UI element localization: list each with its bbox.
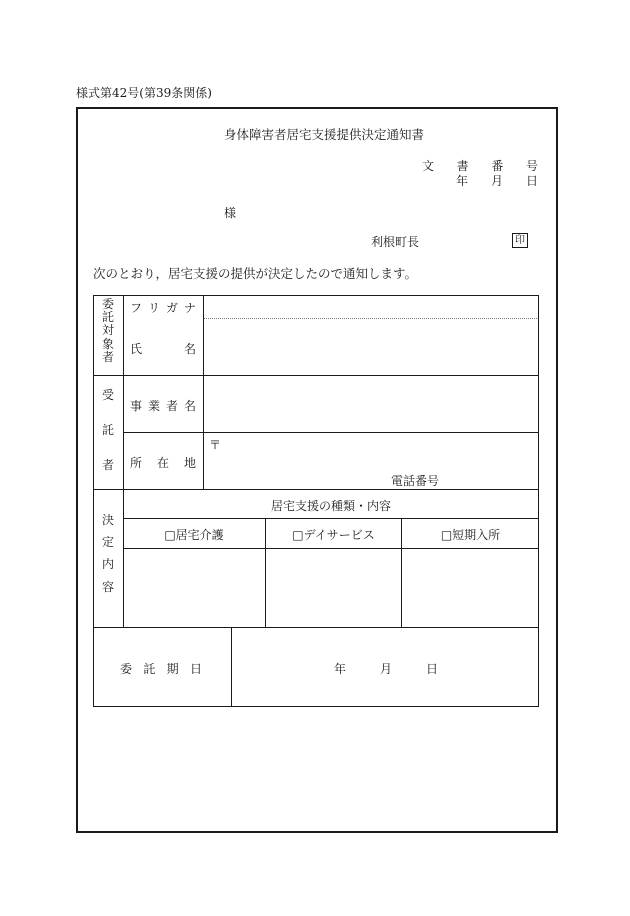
subject-header: 委 託 対 象 者 <box>101 297 114 364</box>
business-name-label: 事 業 者 名 <box>130 399 196 413</box>
doc-number-char: 書 <box>456 159 469 173</box>
period-date: 年 月 日 <box>334 662 438 676</box>
doc-number-char: 番 <box>491 159 504 173</box>
addressee-suffix: 様 <box>224 206 237 220</box>
option-home-care[interactable]: □居宅介護 <box>164 528 224 542</box>
option-short-stay[interactable]: □短期入所 <box>440 528 501 542</box>
date-month: 月 <box>490 174 503 188</box>
name-label: 氏 名 <box>130 342 196 356</box>
notice-text: 次のとおり，居宅支援の提供が決定したので通知します。 <box>93 266 418 281</box>
furigana-label: フ リ ガ ナ <box>130 301 196 315</box>
doc-number-char: 号 <box>525 159 538 173</box>
postal-mark: 〒 <box>209 438 222 452</box>
date-year: 年 <box>456 174 469 188</box>
address-label: 所 在 地 <box>130 456 196 470</box>
issuer-name: 利根町長 <box>371 235 420 249</box>
doc-number-char: 文 <box>422 159 435 173</box>
support-type-header: 居宅支援の種類・内容 <box>270 499 391 513</box>
phone-label: 電話番号 <box>391 474 440 488</box>
period-label: 委 託 期 日 <box>120 662 202 676</box>
issue-date-line <box>456 172 538 189</box>
contractor-header: 受 託 者 <box>101 388 114 473</box>
option-day-service[interactable]: □デイサービス <box>292 528 375 542</box>
seal-mark: 印 <box>512 233 528 248</box>
date-day: 日 <box>525 174 538 188</box>
decision-header: 決 定 内 容 <box>101 513 114 594</box>
document-title: 身体障害者居宅支援提供決定通知書 <box>224 127 425 142</box>
form-number: 様式第42号(第39条関係) <box>76 86 212 100</box>
